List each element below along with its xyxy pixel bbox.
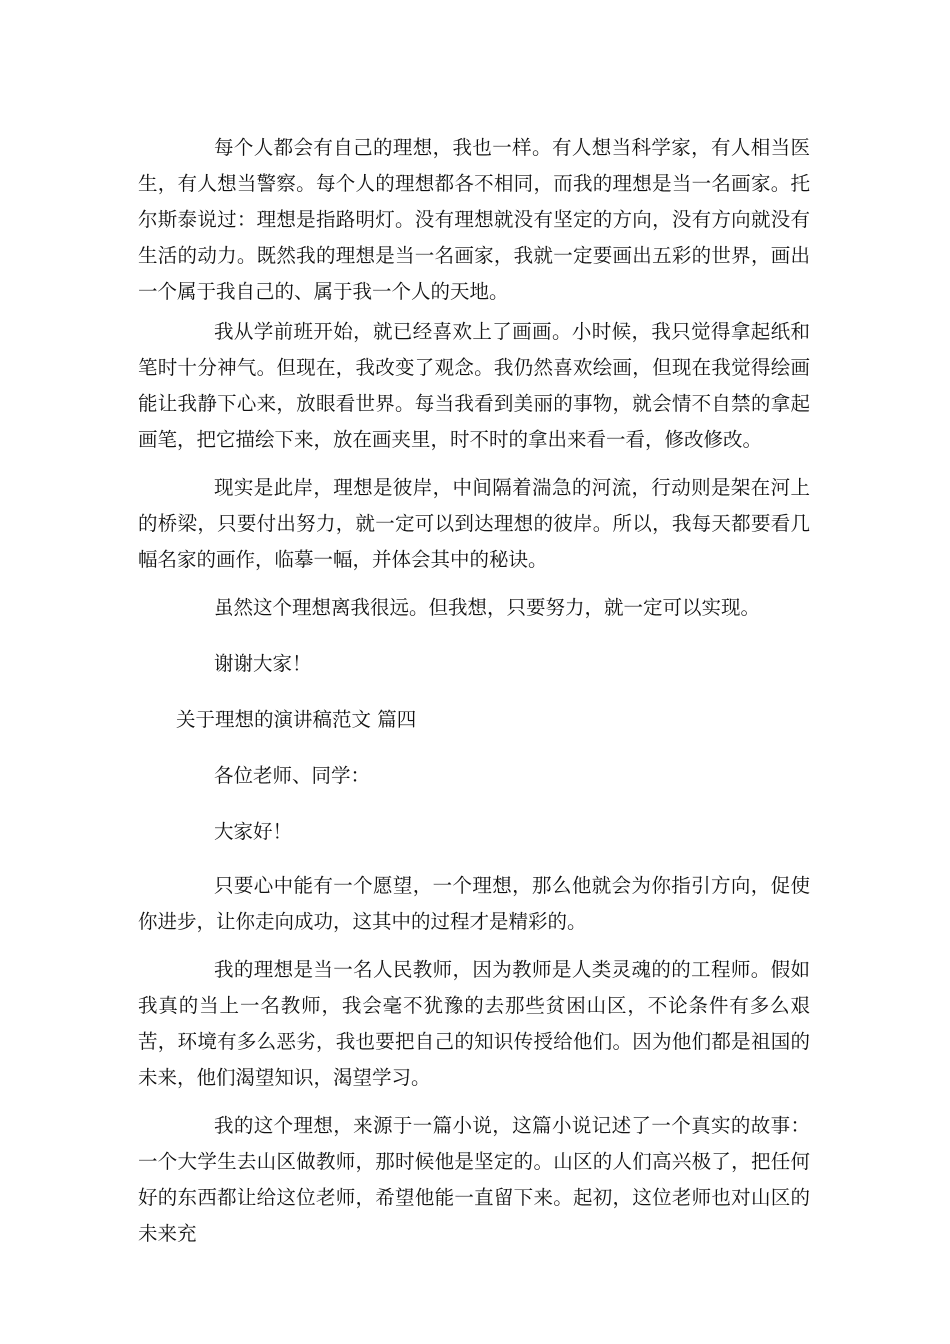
paragraph-dream-far: 虽然这个理想离我很远。但我想，只要努力，就一定可以实现。 [214, 596, 761, 619]
paragraph-dream-teacher: 我的理想是当一名人民教师，因为教师是人类灵魂的的工程师。假如我真的当上一名教师，我会毫不犹豫的去那些贫困山区，不论条件有多么艰苦，环境有多么恶劣，我也要把自己的知识传授给他们。因为他们都是祖国的未来，他们渴望知识，渴望学习。 [138, 958, 810, 1089]
paragraph-thanks: 谢谢大家！ [214, 652, 312, 675]
paragraph-learning-drawing: 我从学前班开始，就已经喜欢上了画画。小时候，我只觉得拿起纸和笔时十分神气。但现在，我改变了观念。我仍然喜欢绘画，但现在我觉得绘画能让我静下心来，放眼看世界。每当我看到美丽的事物，就会情不自禁的拿起画笔，把它描绘下来，放在画夹里，时不时的拿出来看一看，修改修改。 [138, 320, 810, 451]
paragraph-novel-source: 我的这个理想，来源于一篇小说，这篇小说记述了一个真实的故事：一个大学生去山区做教师，那时候他是坚定的。山区的人们高兴极了，把任何好的东西都让给这位老师，希望他能一直留下来。起初，这位老师也对山区的未来充 [138, 1114, 810, 1245]
section-heading: 关于理想的演讲稿范文 篇四 [176, 708, 417, 731]
paragraph-wish-guides: 只要心中能有一个愿望，一个理想，那么他就会为你指引方向，促使你进步，让你走向成功，这其中的过程才是精彩的。 [138, 874, 810, 933]
paragraph-reality-and-dream: 现实是此岸，理想是彼岸，中间隔着湍急的河流，行动则是架在河上的桥梁，只要付出努力，就一定可以到达理想的彼岸。所以，我每天都要看几幅名家的画作，临摹一幅，并体会其中的秘诀。 [138, 476, 810, 571]
paragraph-greeting: 大家好！ [214, 820, 293, 843]
paragraph-salutation: 各位老师、同学： [214, 764, 371, 787]
paragraph-dream-painter: 每个人都会有自己的理想，我也一样。有人想当科学家，有人相当医生，有人想当警察。每个人的理想都各不相同，而我的理想是当一名画家。托尔斯泰说过：理想是指路明灯。没有理想就没有坚定的方向，没有方向就没有生活的动力。既然我的理想是当一名画家，我就一定要画出五彩的世界，画出一个属于我自己的、属于我一个人的天地。 [138, 136, 810, 303]
